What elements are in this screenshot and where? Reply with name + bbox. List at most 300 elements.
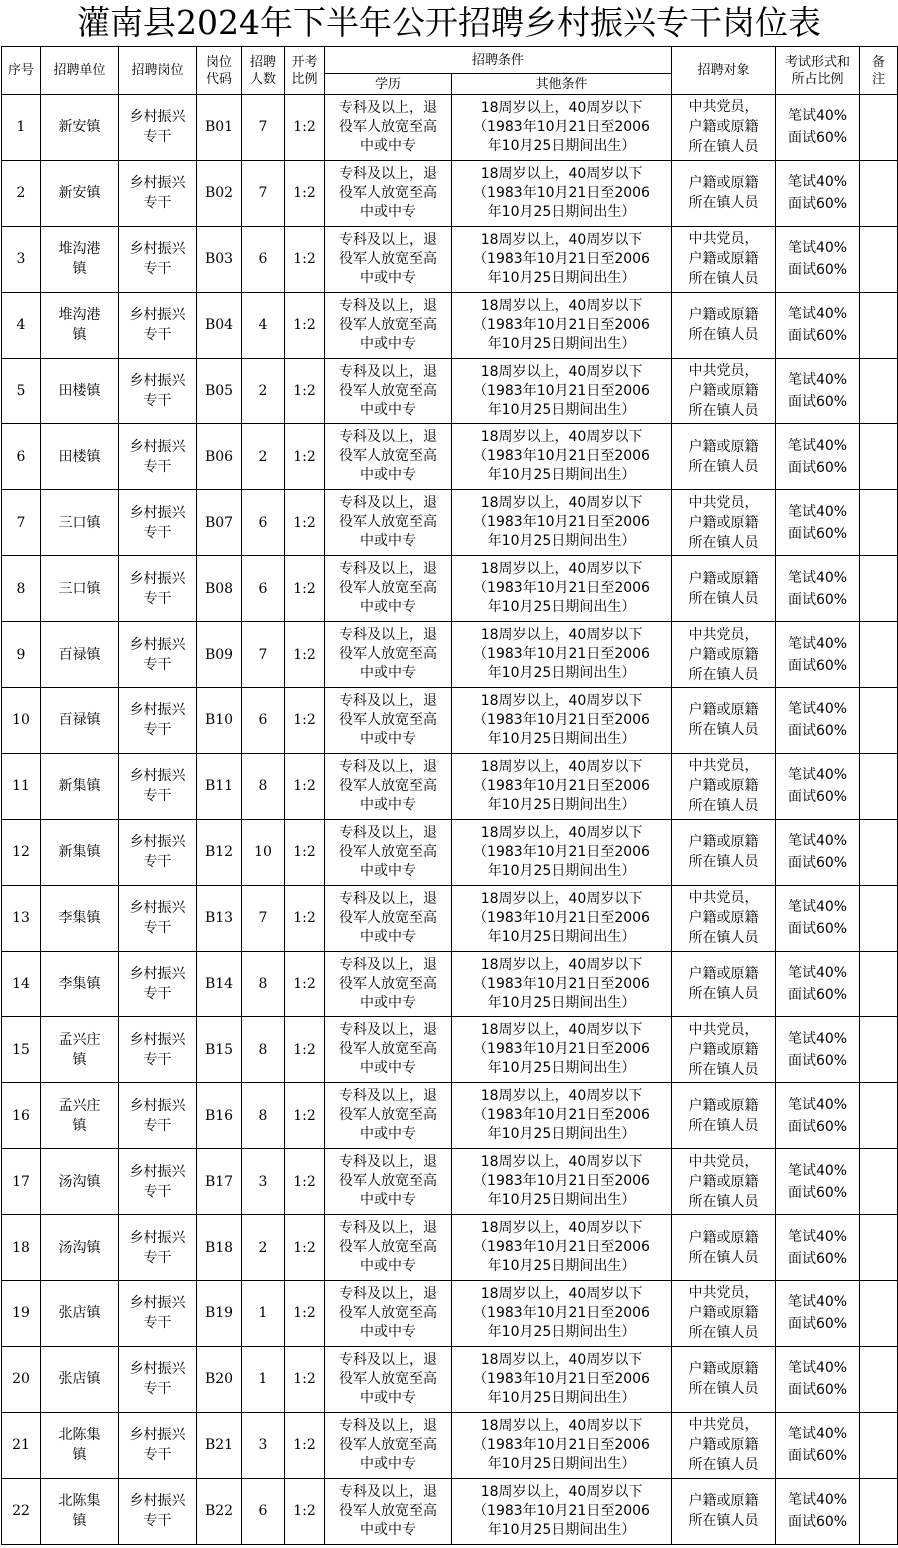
recruitment-table — [1, 46, 898, 1545]
cell-exam — [776, 490, 860, 556]
cell-ratio: 1:2 — [285, 1149, 325, 1215]
other-line: 年10月25日期间出生） — [487, 467, 636, 484]
unit-name-line: 镇 — [72, 261, 87, 278]
target-line: 户籍或原籍 — [688, 1097, 759, 1114]
header-exam — [776, 47, 860, 95]
cell-education — [325, 1149, 452, 1215]
cell-other — [452, 622, 672, 688]
target-line: 户籍或原籍 — [688, 251, 759, 268]
cell-remark — [860, 819, 898, 885]
header-remark — [860, 47, 898, 95]
post-line: 专干 — [143, 1513, 172, 1530]
cell-remark — [860, 688, 898, 754]
cell-count: 1 — [242, 1346, 285, 1412]
cell-seq: 13 — [2, 885, 41, 951]
cell-ratio: 1:2 — [285, 1017, 325, 1083]
cell-target — [672, 424, 776, 490]
education-line: 中或中专 — [360, 1126, 416, 1143]
cell-other — [452, 1412, 672, 1478]
cell-post — [119, 1149, 197, 1215]
cell-code: B01 — [197, 95, 242, 161]
exam-line: 面试60% — [787, 1514, 848, 1531]
other-line: 年10月25日期间出生） — [487, 335, 636, 352]
education-line: 役军人放宽至高 — [339, 118, 437, 135]
cell-target — [672, 226, 776, 292]
cell-count: 6 — [242, 226, 285, 292]
exam-line: 笔试40% — [787, 1426, 848, 1443]
cell-post — [119, 226, 197, 292]
cell-code: B08 — [197, 556, 242, 622]
cell-remark — [860, 753, 898, 819]
cell-seq: 20 — [2, 1346, 41, 1412]
unit-name-line: 三口镇 — [58, 580, 101, 597]
other-line: 18周岁以上，40周岁以下 — [480, 1351, 643, 1368]
cell-count: 2 — [242, 424, 285, 490]
unit-name-line: 堆沟港 — [58, 307, 101, 324]
target-line: 所在镇人员 — [688, 1193, 759, 1210]
education-line: 役军人放宽至高 — [339, 843, 437, 860]
other-line: （1983年10月21日至2006 — [473, 316, 650, 333]
post-line: 乡村振兴 — [129, 438, 186, 455]
post-line: 专干 — [143, 1447, 172, 1464]
other-line: （1983年10月21日至2006 — [473, 711, 650, 728]
other-line: （1983年10月21日至2006 — [473, 250, 650, 267]
unit-name-line: 孟兴庄 — [58, 1097, 101, 1114]
cell-ratio: 1:2 — [285, 885, 325, 951]
other-line: （1983年10月21日至2006 — [473, 1304, 650, 1321]
target-line: 所在镇人员 — [688, 1117, 759, 1134]
table-row — [2, 885, 898, 951]
cell-education — [325, 95, 452, 161]
target-party-line: 中共党员， — [688, 231, 759, 248]
unit-name-line: 镇 — [72, 1051, 87, 1068]
cell-other — [452, 1149, 672, 1215]
exam-line: 面试60% — [787, 987, 848, 1004]
target-line: 所在镇人员 — [688, 534, 759, 551]
post-line: 乡村振兴 — [129, 570, 186, 587]
other-line: 年10月25日期间出生） — [487, 1258, 636, 1275]
cell-unit — [41, 1083, 119, 1149]
other-line: （1983年10月21日至2006 — [473, 843, 650, 860]
header-post: 招聘岗位 — [119, 47, 197, 95]
exam-line: 笔试40% — [787, 108, 848, 125]
other-line: （1983年10月21日至2006 — [473, 646, 650, 663]
cell-seq: 1 — [2, 95, 41, 161]
header-ratio — [285, 47, 325, 95]
post-line: 专干 — [143, 788, 172, 805]
other-line: （1983年10月21日至2006 — [473, 118, 650, 135]
cell-unit — [41, 1215, 119, 1281]
other-line: （1983年10月21日至2006 — [473, 448, 650, 465]
target-line: 户籍或原籍 — [688, 646, 759, 663]
cell-remark — [860, 292, 898, 358]
other-line: 18周岁以上，40周岁以下 — [480, 165, 643, 182]
cell-exam — [776, 885, 860, 951]
cell-post — [119, 1281, 197, 1347]
target-line: 户籍或原籍 — [688, 383, 759, 399]
education-line: 专科及以上，退 — [339, 165, 437, 182]
cell-target — [672, 490, 776, 556]
cell-other — [452, 358, 672, 424]
cell-ratio: 1:2 — [285, 753, 325, 819]
cell-remark — [860, 424, 898, 490]
table-row — [2, 160, 898, 226]
other-line: 年10月25日期间出生） — [487, 1323, 636, 1340]
post-line: 乡村振兴 — [129, 1295, 186, 1312]
cell-ratio: 1:2 — [285, 1083, 325, 1149]
cell-exam — [776, 556, 860, 622]
cell-target — [672, 160, 776, 226]
unit-name-line: 北陈集 — [58, 1427, 101, 1444]
post-line: 专干 — [143, 1381, 172, 1398]
post-line: 专干 — [143, 1051, 172, 1068]
other-line: 年10月25日期间出生） — [487, 994, 636, 1011]
education-line: 中或中专 — [360, 1521, 416, 1538]
other-line: 年10月25日期间出生） — [487, 533, 636, 550]
cell-ratio: 1:2 — [285, 358, 325, 424]
target-line: 所在镇人员 — [688, 1513, 759, 1530]
cell-other — [452, 885, 672, 951]
cell-post — [119, 1346, 197, 1412]
education-line: 役军人放宽至高 — [339, 580, 437, 597]
cell-code: B05 — [197, 358, 242, 424]
unit-name-line: 新安镇 — [58, 185, 101, 202]
table-row — [2, 1017, 898, 1083]
cell-post — [119, 1478, 197, 1544]
other-line: 18周岁以上，40周岁以下 — [480, 1022, 643, 1039]
exam-line: 面试60% — [787, 459, 848, 476]
post-line: 乡村振兴 — [129, 307, 186, 324]
cell-exam — [776, 622, 860, 688]
cell-post — [119, 1412, 197, 1478]
cell-code: B11 — [197, 753, 242, 819]
other-line: （1983年10月21日至2006 — [473, 1370, 650, 1387]
cell-ratio: 1:2 — [285, 490, 325, 556]
cell-remark — [860, 490, 898, 556]
cell-remark — [860, 1017, 898, 1083]
education-line: 专科及以上，退 — [339, 1351, 437, 1368]
unit-name-line: 新安镇 — [58, 119, 101, 136]
header-remark-line2: 注 — [872, 71, 886, 87]
cell-seq: 22 — [2, 1478, 41, 1544]
cell-code: B06 — [197, 424, 242, 490]
target-line: 户籍或原籍 — [688, 175, 759, 192]
unit-name-line: 镇 — [72, 1117, 87, 1134]
target-line: 户籍或原籍 — [688, 1437, 759, 1454]
table-row — [2, 951, 898, 1017]
header-ratio-line1: 开考 — [291, 54, 318, 70]
cell-post — [119, 490, 197, 556]
cell-code: B10 — [197, 688, 242, 754]
other-line: （1983年10月21日至2006 — [473, 382, 650, 399]
cell-code: B15 — [197, 1017, 242, 1083]
header-code-line1: 岗位 — [205, 54, 232, 70]
cell-post — [119, 424, 197, 490]
education-line: 役军人放宽至高 — [339, 1173, 437, 1190]
cell-count: 10 — [242, 819, 285, 885]
education-line: 专科及以上，退 — [339, 1417, 437, 1434]
page-title: 灌南县2024年下半年公开招聘乡村振兴专干岗位表 — [77, 3, 821, 42]
cell-remark — [860, 885, 898, 951]
table-header — [2, 47, 898, 95]
cell-post — [119, 688, 197, 754]
target-party-line: 中共党员， — [688, 890, 759, 907]
cell-exam — [776, 424, 860, 490]
other-line: 年10月25日期间出生） — [487, 796, 636, 813]
table-row — [2, 622, 898, 688]
unit-name-line: 田楼镇 — [58, 448, 101, 465]
cell-education — [325, 424, 452, 490]
other-line: （1983年10月21日至2006 — [473, 1502, 650, 1519]
post-line: 专干 — [143, 195, 172, 212]
cell-other — [452, 556, 672, 622]
other-line: 年10月25日期间出生） — [487, 1060, 636, 1077]
cell-unit — [41, 1346, 119, 1412]
target-line: 户籍或原籍 — [688, 910, 759, 927]
other-line: （1983年10月21日至2006 — [473, 1041, 650, 1058]
cell-count: 8 — [242, 951, 285, 1017]
education-line: 中或中专 — [360, 137, 416, 154]
post-line: 乡村振兴 — [129, 900, 186, 917]
cell-count: 2 — [242, 358, 285, 424]
cell-seq: 16 — [2, 1083, 41, 1149]
target-line: 户籍或原籍 — [688, 834, 759, 851]
education-line: 专科及以上，退 — [339, 824, 437, 841]
header-exam-line2: 所占比例 — [791, 71, 844, 87]
other-line: （1983年10月21日至2006 — [473, 1173, 650, 1190]
other-line: 18周岁以上，40周岁以下 — [480, 956, 643, 973]
cell-other — [452, 688, 672, 754]
cell-target — [672, 885, 776, 951]
education-line: 役军人放宽至高 — [339, 909, 437, 926]
post-line: 乡村振兴 — [129, 1361, 186, 1378]
other-line: （1983年10月21日至2006 — [473, 1107, 650, 1124]
exam-line: 面试60% — [787, 394, 848, 410]
cell-seq: 8 — [2, 556, 41, 622]
cell-count: 1 — [242, 1281, 285, 1347]
post-line: 乡村振兴 — [129, 109, 186, 126]
post-line: 专干 — [143, 1315, 172, 1332]
unit-name-line: 镇 — [72, 1513, 87, 1530]
education-line: 专科及以上，退 — [339, 495, 437, 512]
cell-target — [672, 1412, 776, 1478]
table-row — [2, 556, 898, 622]
unit-name-line: 李集镇 — [58, 910, 101, 927]
table-body — [2, 95, 898, 1545]
header-code — [197, 47, 242, 95]
unit-name-line: 百禄镇 — [58, 646, 101, 663]
cell-other — [452, 951, 672, 1017]
post-line: 专干 — [143, 1183, 172, 1200]
cell-post — [119, 1017, 197, 1083]
education-line: 专科及以上，退 — [339, 231, 437, 248]
cell-code: B14 — [197, 951, 242, 1017]
cell-education — [325, 1017, 452, 1083]
post-line: 乡村振兴 — [129, 966, 186, 983]
cell-seq: 3 — [2, 226, 41, 292]
cell-other — [452, 490, 672, 556]
post-line: 专干 — [143, 524, 172, 541]
post-line: 专干 — [143, 1117, 172, 1134]
education-line: 役军人放宽至高 — [339, 184, 437, 201]
education-line: 中或中专 — [360, 1323, 416, 1340]
target-line: 所在镇人员 — [688, 403, 759, 419]
cell-other — [452, 1478, 672, 1544]
other-line: 年10月25日期间出生） — [487, 1192, 636, 1209]
exam-line: 面试60% — [787, 1052, 848, 1069]
cell-remark — [860, 951, 898, 1017]
post-line: 乡村振兴 — [129, 1493, 186, 1510]
cell-exam — [776, 160, 860, 226]
education-line: 役军人放宽至高 — [339, 1502, 437, 1519]
target-line: 所在镇人员 — [688, 1381, 759, 1398]
cell-seq: 6 — [2, 424, 41, 490]
education-line: 专科及以上，退 — [339, 1022, 437, 1039]
cell-unit — [41, 753, 119, 819]
other-line: 18周岁以上，40周岁以下 — [480, 231, 643, 248]
post-line: 乡村振兴 — [129, 504, 186, 521]
education-line: 专科及以上，退 — [339, 363, 437, 380]
table-row — [2, 1215, 898, 1281]
header-other: 其他条件 — [452, 74, 672, 95]
cell-post — [119, 160, 197, 226]
table-row — [2, 424, 898, 490]
cell-other — [452, 1281, 672, 1347]
other-line: 18周岁以上，40周岁以下 — [480, 1483, 643, 1500]
cell-education — [325, 490, 452, 556]
table-row — [2, 226, 898, 292]
cell-ratio: 1:2 — [285, 1281, 325, 1347]
cell-seq: 19 — [2, 1281, 41, 1347]
cell-education — [325, 1215, 452, 1281]
other-line: 年10月25日期间出生） — [487, 1455, 636, 1472]
cell-other — [452, 753, 672, 819]
education-line: 专科及以上，退 — [339, 99, 437, 116]
unit-name-line: 三口镇 — [58, 514, 101, 531]
target-line: 所在镇人员 — [688, 666, 759, 683]
cell-unit — [41, 1281, 119, 1347]
target-party-line: 中共党员， — [688, 363, 759, 379]
cell-post — [119, 358, 197, 424]
cell-post — [119, 885, 197, 951]
cell-count: 3 — [242, 1412, 285, 1478]
header-remark-line1: 备 — [872, 54, 886, 70]
cell-code: B03 — [197, 226, 242, 292]
target-line: 户籍或原籍 — [688, 119, 759, 136]
cell-other — [452, 1215, 672, 1281]
cell-education — [325, 951, 452, 1017]
exam-line: 笔试40% — [787, 503, 848, 520]
target-line: 所在镇人员 — [688, 327, 759, 344]
cell-unit — [41, 688, 119, 754]
cell-target — [672, 1017, 776, 1083]
other-line: 年10月25日期间出生） — [487, 665, 636, 682]
education-line: 专科及以上，退 — [339, 1154, 437, 1171]
cell-code: B13 — [197, 885, 242, 951]
cell-education — [325, 1412, 452, 1478]
unit-name-line: 镇 — [72, 1447, 87, 1464]
cell-remark — [860, 1083, 898, 1149]
cell-code: B12 — [197, 819, 242, 885]
exam-line: 面试60% — [787, 196, 848, 213]
cell-unit — [41, 424, 119, 490]
cell-education — [325, 1346, 452, 1412]
target-line: 所在镇人员 — [688, 1325, 759, 1342]
cell-education — [325, 292, 452, 358]
post-line: 乡村振兴 — [129, 1031, 186, 1048]
education-line: 中或中专 — [360, 796, 416, 813]
target-line: 所在镇人员 — [688, 798, 759, 815]
education-line: 役军人放宽至高 — [339, 514, 437, 531]
cell-target — [672, 1281, 776, 1347]
cell-education — [325, 226, 452, 292]
education-line: 专科及以上，退 — [339, 297, 437, 314]
education-line: 专科及以上，退 — [339, 627, 437, 644]
cell-education — [325, 1083, 452, 1149]
exam-line: 笔试40% — [787, 306, 848, 323]
cell-ratio: 1:2 — [285, 556, 325, 622]
post-line: 乡村振兴 — [129, 702, 186, 719]
exam-line: 笔试40% — [787, 899, 848, 916]
unit-name-line: 孟兴庄 — [58, 1031, 101, 1048]
post-line: 专干 — [143, 590, 172, 607]
exam-line: 笔试40% — [787, 833, 848, 850]
target-line: 户籍或原籍 — [688, 1041, 759, 1058]
target-line: 所在镇人员 — [688, 1457, 759, 1474]
post-line: 乡村振兴 — [129, 1229, 186, 1246]
education-line: 中或中专 — [360, 1192, 416, 1209]
other-line: 年10月25日期间出生） — [487, 1126, 636, 1143]
other-line: 18周岁以上，40周岁以下 — [480, 890, 643, 907]
post-line: 专干 — [143, 129, 172, 146]
exam-line: 笔试40% — [787, 569, 848, 586]
header-seq: 序号 — [2, 47, 41, 95]
cell-exam — [776, 688, 860, 754]
exam-line: 面试60% — [787, 525, 848, 542]
post-line: 乡村振兴 — [129, 1097, 186, 1114]
post-line: 专干 — [143, 327, 172, 344]
other-line: （1983年10月21日至2006 — [473, 1436, 650, 1453]
cell-unit — [41, 556, 119, 622]
education-line: 役军人放宽至高 — [339, 1370, 437, 1387]
post-line: 专干 — [143, 458, 172, 475]
exam-line: 面试60% — [787, 1118, 848, 1135]
cell-target — [672, 688, 776, 754]
cell-seq: 18 — [2, 1215, 41, 1281]
education-line: 专科及以上，退 — [339, 692, 437, 709]
education-line: 中或中专 — [360, 1258, 416, 1275]
table-row — [2, 753, 898, 819]
exam-line: 面试60% — [787, 1316, 848, 1333]
cell-count: 6 — [242, 1478, 285, 1544]
cell-other — [452, 819, 672, 885]
education-line: 专科及以上，退 — [339, 561, 437, 578]
cell-other — [452, 424, 672, 490]
cell-unit — [41, 1017, 119, 1083]
other-line: （1983年10月21日至2006 — [473, 1239, 650, 1256]
other-line: （1983年10月21日至2006 — [473, 975, 650, 992]
cell-exam — [776, 1346, 860, 1412]
cell-code: B18 — [197, 1215, 242, 1281]
education-line: 役军人放宽至高 — [339, 316, 437, 333]
cell-ratio: 1:2 — [285, 160, 325, 226]
cell-remark — [860, 95, 898, 161]
cell-post — [119, 1215, 197, 1281]
other-line: 18周岁以上，40周岁以下 — [480, 692, 643, 709]
cell-exam — [776, 1149, 860, 1215]
exam-line: 面试60% — [787, 723, 848, 740]
cell-unit — [41, 622, 119, 688]
